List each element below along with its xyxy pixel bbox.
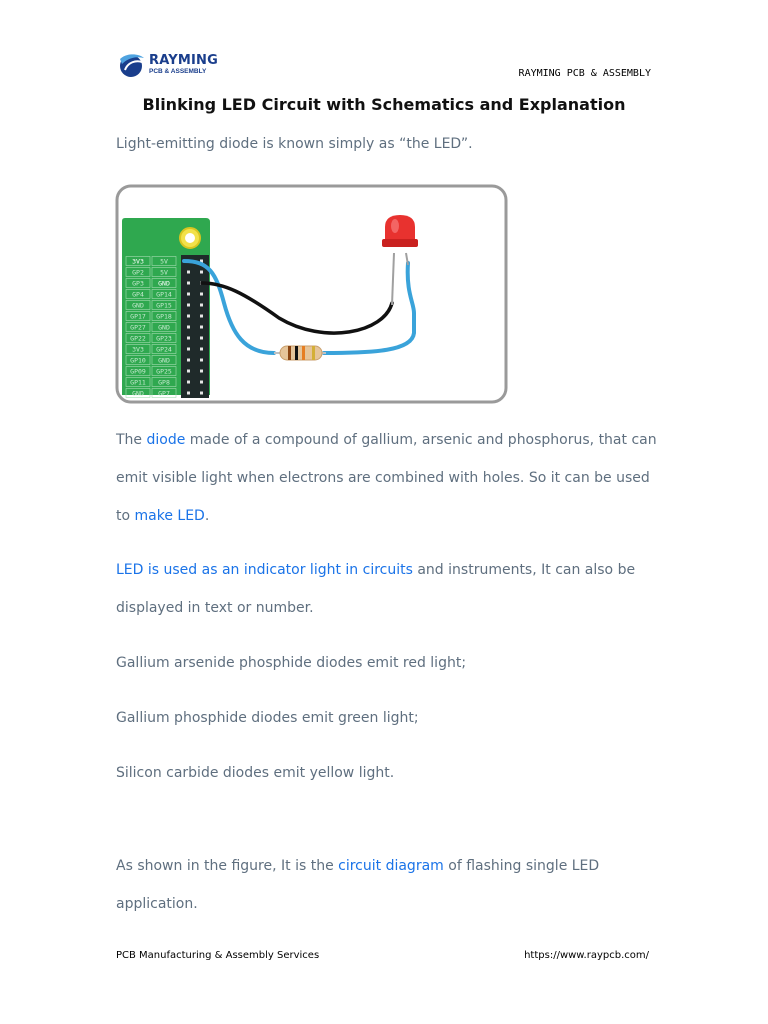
gpio-pin-label-left: GND xyxy=(132,389,144,398)
diode-paragraph-text: made of a compound of gallium, arsenic and phosphorus, that can emit visible light when electrons are combined with holes. So it can be used to xyxy=(116,432,657,524)
gpio-pin-label-left: GP3 xyxy=(132,279,144,288)
page-title: Blinking LED Circuit with Schematics and Explanation xyxy=(142,95,626,114)
gpio-pin-label-left: GP27 xyxy=(130,323,146,332)
gpio-pin xyxy=(187,315,190,318)
gpio-pin-label-right: GND xyxy=(158,323,170,332)
gpio-pin xyxy=(200,293,203,296)
gpio-pin-label-left: GP17 xyxy=(130,312,146,321)
indicator-paragraph-text: and instruments, It can also be displayed in text or number. xyxy=(116,562,636,616)
diode-paragraph-text: . xyxy=(204,508,210,524)
gpio-pin-label-right: GP23 xyxy=(156,334,172,343)
gpio-pin-label-right: 5V xyxy=(160,257,168,266)
header-company-name: RAYMING PCB & ASSEMBLY xyxy=(518,68,651,79)
breadboard-circuit-figure xyxy=(114,183,509,405)
red-led xyxy=(385,215,415,239)
green-light-line: Gallium phosphide diodes emit green light; xyxy=(116,710,419,726)
gpio-pin xyxy=(187,348,190,351)
gpio-pin xyxy=(187,392,190,395)
circuit-diagram-link[interactable]: circuit diagram xyxy=(338,858,444,874)
resistor xyxy=(280,346,322,360)
gpio-pin-label-right: GP14 xyxy=(156,290,172,299)
gpio-pin-label-right: GP24 xyxy=(156,345,172,354)
gpio-pin-label-left: GP09 xyxy=(130,367,146,376)
gpio-pin xyxy=(200,359,203,362)
gpio-pin-label-right: GP15 xyxy=(156,301,172,310)
logo-wordmark: RAYMING xyxy=(149,53,218,69)
gpio-header xyxy=(181,255,209,398)
diode-link[interactable]: diode xyxy=(146,432,186,448)
indicator-paragraph xyxy=(116,551,661,627)
diode-paragraph xyxy=(116,421,661,535)
gpio-pin xyxy=(200,392,203,395)
circuit-diagram-paragraph xyxy=(116,847,661,923)
gpio-pin-label-left: GP4 xyxy=(132,290,144,299)
gpio-pin-label-left: 3V3 xyxy=(132,257,144,266)
gpio-pin xyxy=(187,282,190,285)
gpio-pin-label-left: GP11 xyxy=(130,378,146,387)
gpio-pin xyxy=(187,337,190,340)
company-logo xyxy=(116,50,218,80)
gpio-pin-label-right: 5V xyxy=(160,268,168,277)
footer-website-link[interactable]: https://www.raypcb.com/ xyxy=(524,950,649,961)
gpio-pin-label-left: GP10 xyxy=(130,356,146,365)
indicator-light-link[interactable]: LED is used as an indicator light in circuits xyxy=(116,562,413,578)
gpio-pin-label-left: GP22 xyxy=(130,334,146,343)
yellow-light-line: Silicon carbide diodes emit yellow light. xyxy=(116,765,395,781)
gpio-pin xyxy=(187,381,190,384)
gpio-pin-label-left: 3V3 xyxy=(132,345,144,354)
gpio-pin-label-right: GP7 xyxy=(158,389,170,398)
gpio-pin xyxy=(200,315,203,318)
gpio-pin xyxy=(187,304,190,307)
gpio-pin-label-right: GP18 xyxy=(156,312,172,321)
gpio-pin xyxy=(200,348,203,351)
rayming-logo-icon xyxy=(116,50,146,80)
gpio-pin xyxy=(200,304,203,307)
gpio-pin-label-left: GP2 xyxy=(132,268,144,277)
make-led-link[interactable]: make LED xyxy=(134,508,205,524)
gpio-pin-label-left: GND xyxy=(132,301,144,310)
gpio-pin-label-right: GND xyxy=(158,279,170,288)
gpio-pin xyxy=(200,326,203,329)
gpio-pin-label-right: GND xyxy=(158,356,170,365)
circuit-paragraph-text: As shown in the figure, It is the xyxy=(116,858,339,874)
gpio-pin-label-right: GP8 xyxy=(158,378,170,387)
footer-services: PCB Manufacturing & Assembly Services xyxy=(116,950,320,961)
gpio-pin xyxy=(187,370,190,373)
gpio-pin xyxy=(200,381,203,384)
gpio-pin xyxy=(187,271,190,274)
gpio-pin xyxy=(187,293,190,296)
gpio-pin xyxy=(200,370,203,373)
gpio-pin xyxy=(187,359,190,362)
gpio-pin xyxy=(187,326,190,329)
logo-tagline: PCB & ASSEMBLY xyxy=(149,68,207,76)
intro-paragraph: Light-emitting diode is known simply as “the LED”. xyxy=(116,136,473,152)
red-light-line: Gallium arsenide phosphide diodes emit red light; xyxy=(116,655,467,671)
diode-paragraph-text: The xyxy=(116,432,147,448)
gpio-pin-label-right: GP25 xyxy=(156,367,172,376)
gpio-pin xyxy=(200,337,203,340)
gpio-pin xyxy=(200,271,203,274)
circuit-paragraph-text: of flashing single LED application. xyxy=(116,858,600,912)
